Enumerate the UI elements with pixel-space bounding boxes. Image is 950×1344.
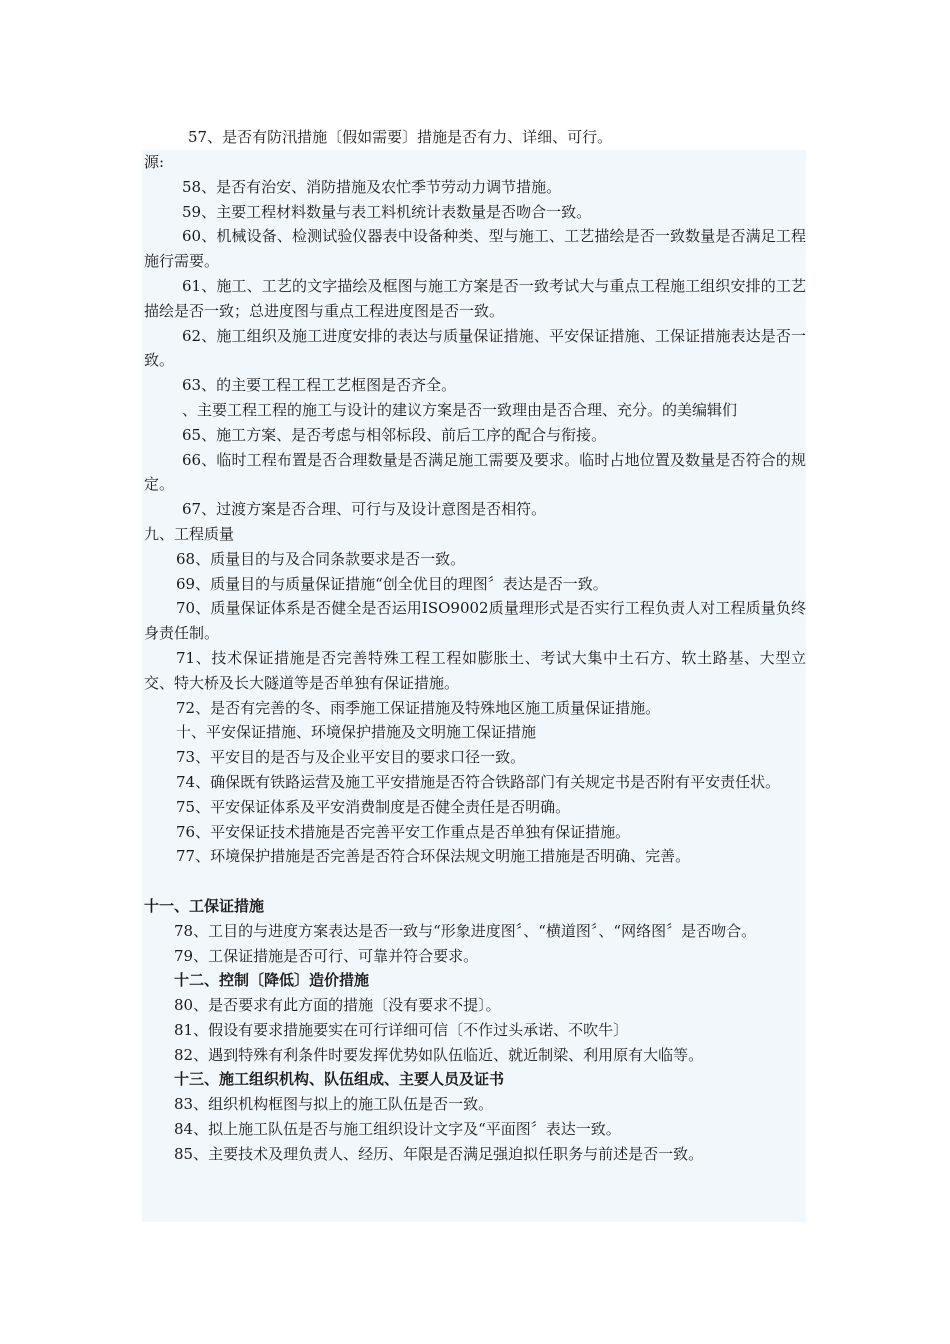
paragraph-73: 73、平安目的是否与及企业平安目的要求口径一致。 [176, 748, 526, 767]
paragraph-82: 82、遇到特殊有利条件时要发挥优势如队伍临近、就近制梁、利用原有大临等。 [174, 1045, 704, 1064]
paragraph-57-text: 57、是否有防汛措施〔假如需要〕措施是否有力、详细、可行。 [188, 128, 613, 146]
paragraph-65: 65、施工方案、是否考虑与相邻标段、前后工序的配合与衔接。 [182, 425, 607, 444]
paragraph-72: 72、是否有完善的冬、雨季施工保证措施及特殊地区施工质量保证措施。 [176, 698, 661, 717]
paragraph-71: 71、技术保证措施是否完善特殊工程工程如膨胀土、考试大集中土石方、软土路基、大型立交、特大桥及长大隧道等是否单独有保证措施。 [144, 648, 806, 692]
paragraph-67: 67、过渡方案是否合理、可行与及设计意图是否相符。 [182, 500, 547, 519]
blank-line [144, 869, 806, 894]
paragraph-69: 69、质量目的与质量保证措施“创全优目的理图〞表达是否一致。 [176, 574, 608, 593]
paragraph-68: 68、质量目的与及合同条款要求是否一致。 [176, 549, 466, 568]
section-13-heading: 十三、施工组织机构、队伍组成、主要人员及证书 [174, 1070, 505, 1089]
paragraph-59: 59、主要工程材料数量与表工料机统计表数量是否吻合一致。 [182, 202, 592, 221]
paragraph-57 [144, 126, 806, 148]
section-11-heading: 十一、工保证措施 [144, 896, 265, 915]
paragraph-85: 85、主要技术及理负责人、经历、年限是否满足强迫拟任职务与前述是否一致。 [174, 1144, 704, 1163]
section-12-heading: 十二、控制〔降低〕造价措施 [174, 971, 370, 990]
document-body [144, 150, 806, 1167]
paragraph-61: 61、施工、工艺的文字描绘及框图与施工方案是否一致考试大与重点工程施工组织安排的工艺描绘是否一致；总进度图与重点工程进度图是否一致。 [144, 276, 806, 320]
paragraph-75: 75、平安保证体系及平安消费制度是否健全责任是否明确。 [176, 797, 571, 816]
section-9-heading: 九、工程质量 [144, 524, 235, 543]
paragraph-76: 76、平安保证技术措施是否完善平安工作重点是否单独有保证措施。 [176, 822, 631, 841]
paragraph-60: 60、机械设备、检测试验仪器表中设备种类、型与施工、工艺描绘是否一致数量是否满足工程施行需要。 [144, 227, 806, 271]
section-10-heading: 十、平安保证措施、环境保护措施及文明施工保证措施 [176, 723, 537, 742]
paragraph-81: 81、假设有要求措施要实在可行详细可信〔不作过头承诺、不吹牛〕 [174, 1020, 629, 1039]
paragraph-78: 78、工目的与进度方案表达是否一致与“形象进度图〞、“横道图〞、“网络图〞是否吻合。 [174, 921, 757, 940]
paragraph-80: 80、是否要求有此方面的措施〔没有要求不提〕。 [174, 996, 501, 1015]
paragraph-58: 58、是否有治安、消防措施及农忙季节劳动力调节措施。 [182, 177, 562, 196]
paragraph-74: 74、确保既有铁路运营及施工平安措施是否符合铁路部门有关规定书是否附有平安责任状。 [176, 772, 781, 791]
paragraph-70: 70、质量保证体系是否健全是否运用ISO9002质量理形式是否实行工程负责人对工程质量负终身责任制。 [144, 599, 806, 643]
source-label: 源: [144, 153, 165, 171]
paragraph-62: 62、施工组织及施工进度安排的表达与质量保证措施、平安保证措施、工保证措施表达是否一致。 [144, 326, 806, 370]
paragraph-66: 66、临时工程布置是否合理数量是否满足施工需要及要求。临时占地位置及数量是否符合的规定。 [144, 450, 806, 494]
paragraph-63: 63、的主要工程工程工艺框图是否齐全。 [182, 376, 457, 395]
paragraph-84: 84、拟上施工队伍是否与施工组织设计文字及“平面图〞表达一致。 [174, 1120, 621, 1139]
paragraph-77: 77、环境保护措施是否完善是否符合环保法规文明施工措施是否明确、完善。 [176, 847, 691, 866]
paragraph-83: 83、组织机构框图与拟上的施工队伍是否一致。 [174, 1095, 494, 1114]
paragraph-64: 、主要工程工程的施工与设计的建议方案是否一致理由是否合理、充分。的美编辑们 [182, 400, 738, 419]
paragraph-79: 79、工保证措施是否可行、可靠并符合要求。 [174, 946, 479, 965]
